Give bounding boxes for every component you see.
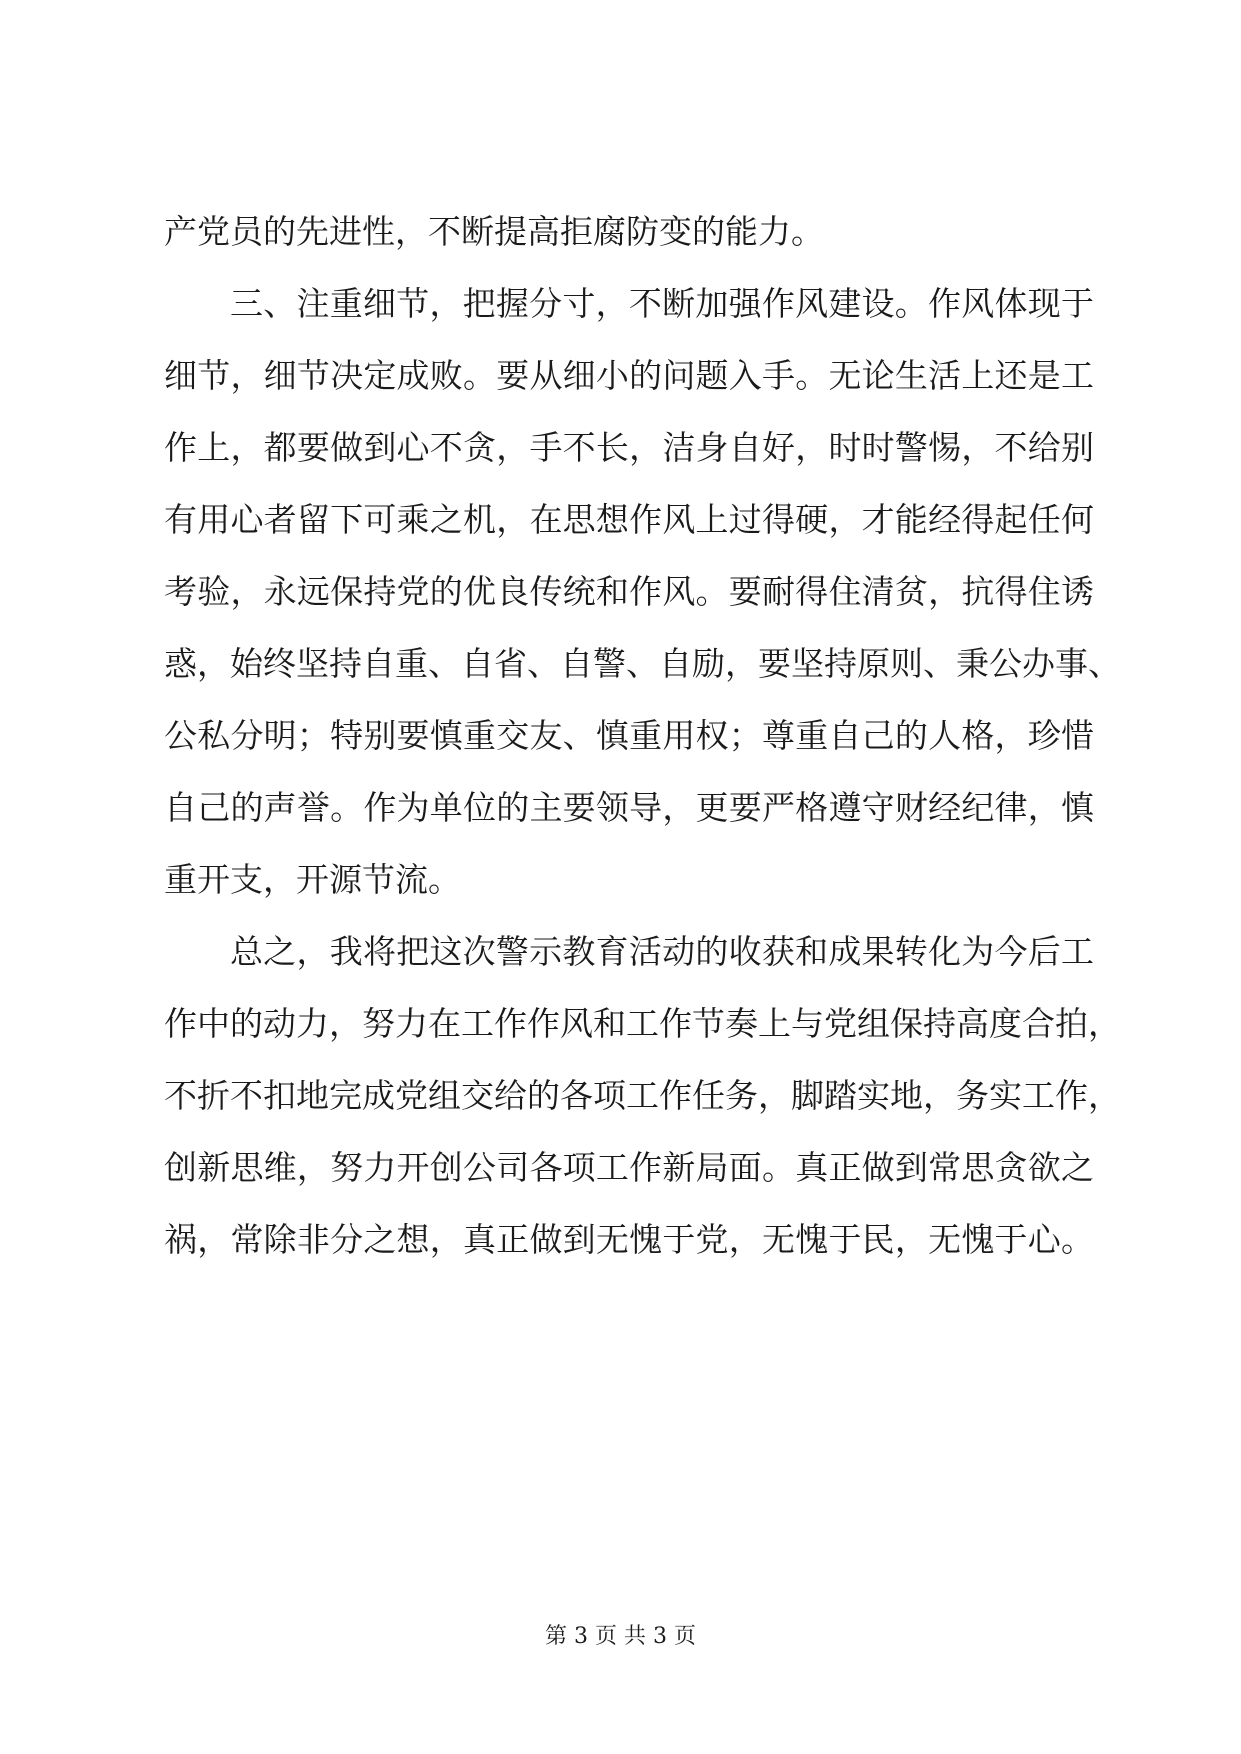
paragraph-line: 重开支，开源节流。 [164, 860, 461, 899]
paragraph-line: 公私分明；特别要慎重交友、慎重用权；尊重自己的人格，珍惜 [164, 716, 1094, 755]
paragraph-line: 创新思维，努力开创公司各项工作新局面。真正做到常思贪欲之 [164, 1148, 1094, 1187]
paragraph-line: 惑，始终坚持自重、自省、自警、自励，要坚持原则、秉公办事、 [164, 644, 1121, 683]
paragraph-line: 祸，常除非分之想，真正做到无愧于党，无愧于民，无愧于心。 [164, 1220, 1094, 1259]
paragraph-line: 作中的动力，努力在工作作风和工作节奏上与党组保持高度合拍， [164, 1004, 1121, 1043]
page-number-footer: 第 3 页 共 3 页 [545, 1624, 696, 1649]
paragraph-line: 有用心者留下可乘之机，在思想作风上过得硬，才能经得起任何 [164, 500, 1094, 539]
paragraph-line: 考验，永远保持党的优良传统和作风。要耐得住清贫，抗得住诱 [164, 572, 1094, 611]
paragraph-line: 三、注重细节，把握分寸，不断加强作风建设。作风体现于 [230, 284, 1094, 323]
paragraph-line: 自己的声誉。作为单位的主要领导，更要严格遵守财经纪律，慎 [164, 788, 1094, 827]
document-body [164, 196, 1121, 1276]
paragraph-line: 产党员的先进性，不断提高拒腐防变的能力。 [164, 212, 824, 251]
paragraph-line: 不折不扣地完成党组交给的各项工作任务，脚踏实地，务实工作， [164, 1076, 1121, 1115]
paragraph-line: 细节，细节决定成败。要从细小的问题入手。无论生活上还是工 [164, 356, 1094, 395]
paragraph-line: 总之，我将把这次警示教育活动的收获和成果转化为今后工 [230, 932, 1094, 971]
paragraph-line: 作上，都要做到心不贪，手不长，洁身自好，时时警惕，不给别 [164, 428, 1094, 467]
